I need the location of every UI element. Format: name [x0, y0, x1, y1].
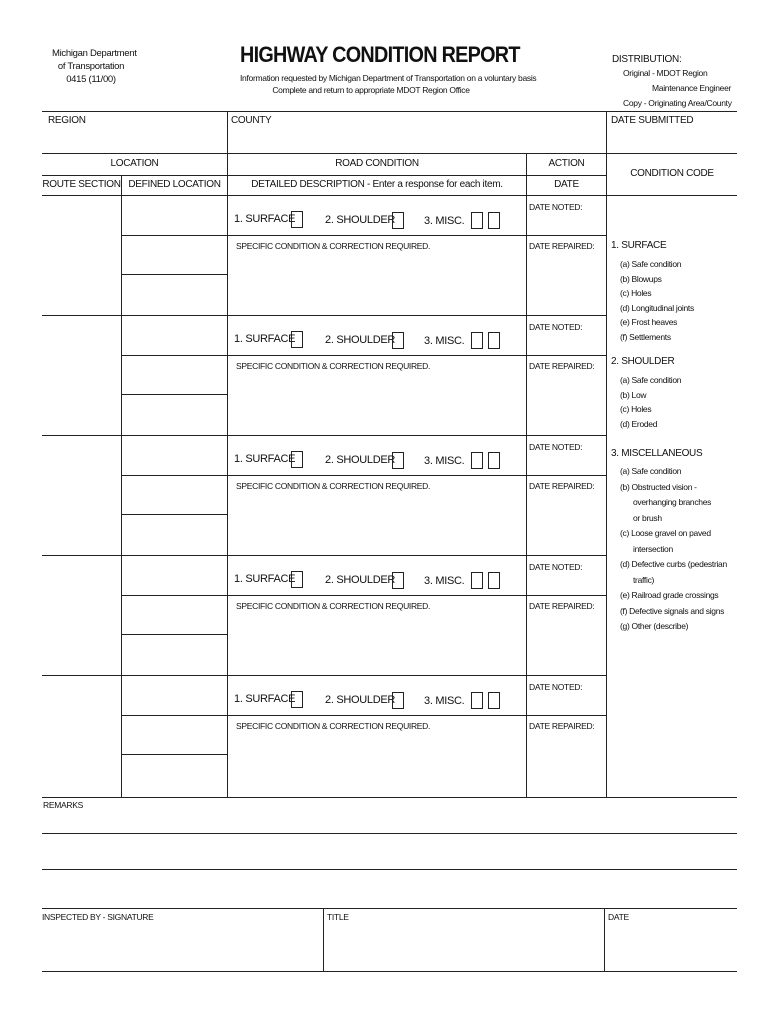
date-repaired-label: DATE REPAIRED:	[529, 601, 595, 611]
location-line	[122, 475, 227, 476]
code-item: traffic)	[633, 574, 655, 585]
date-noted-field[interactable]	[528, 573, 605, 593]
date-noted-field[interactable]	[528, 453, 605, 473]
defined-location-field[interactable]	[123, 756, 226, 793]
code-misc-list	[620, 464, 727, 635]
defined-location-field[interactable]	[123, 717, 226, 753]
location-line	[122, 715, 227, 716]
condition-line	[228, 235, 526, 236]
code-item: (a) Safe condition	[620, 375, 682, 385]
distribution-line-3: Copy - Originating Area/County	[623, 98, 732, 108]
code-item: (c) Loose gravel on paved	[620, 528, 711, 538]
shoulder-checkbox[interactable]	[392, 572, 404, 589]
date-noted-label: DATE NOTED:	[529, 322, 583, 332]
misc-checkbox[interactable]	[488, 332, 500, 349]
route-section-field[interactable]	[43, 317, 120, 433]
rule	[606, 111, 607, 797]
location-line	[122, 595, 227, 596]
shoulder-label: 2. SHOULDER	[325, 454, 396, 466]
misc-label: 3. MISC.	[424, 695, 465, 707]
specific-condition-label: SPECIFIC CONDITION & CORRECTION REQUIRED.	[236, 481, 431, 491]
misc-checkbox[interactable]	[488, 692, 500, 709]
location-line	[122, 355, 227, 356]
defined-location-field[interactable]	[123, 276, 226, 313]
date-label: DATE	[608, 912, 629, 922]
location-header: LOCATION	[110, 158, 159, 169]
condition-line	[228, 475, 526, 476]
date-noted-label: DATE NOTED:	[529, 682, 583, 692]
route-section-field[interactable]	[43, 557, 120, 673]
code-item: (b) Obstructed vision -	[620, 481, 697, 492]
date-noted-label: DATE NOTED:	[529, 202, 583, 212]
code-item: (d) Eroded	[620, 418, 658, 429]
form-number: 0415 (11/00)	[66, 74, 116, 85]
misc-label: 3. MISC.	[424, 335, 465, 347]
specific-condition-field[interactable]	[230, 373, 524, 431]
county-field[interactable]	[231, 128, 605, 152]
title-field[interactable]	[325, 925, 603, 970]
code-item: (d) Defective curbs (pedestrian	[620, 559, 727, 569]
code-item: (f) Defective signals and signs	[620, 605, 725, 616]
condition-line	[228, 715, 526, 716]
surface-checkbox[interactable]	[291, 451, 303, 468]
location-line	[122, 235, 227, 236]
code-surface-list	[620, 257, 694, 344]
rule	[42, 797, 737, 798]
date-repaired-field[interactable]	[528, 733, 605, 791]
rule	[42, 111, 737, 112]
misc-label: 3. MISC.	[424, 575, 465, 587]
detailed-description-header: DETAILED DESCRIPTION - Enter a response for each item.	[251, 179, 503, 190]
specific-condition-field[interactable]	[230, 613, 524, 671]
shoulder-label: 2. SHOULDER	[325, 214, 396, 226]
defined-location-field[interactable]	[123, 237, 226, 273]
date-noted-field[interactable]	[528, 333, 605, 353]
code-item: (c) Holes	[620, 288, 652, 298]
surface-label: 1. SURFACE	[234, 693, 296, 705]
date-submitted-field[interactable]	[611, 128, 736, 152]
location-line	[122, 754, 227, 755]
date-line	[527, 235, 606, 236]
code-item: or brush	[633, 512, 662, 523]
entry-divider	[42, 675, 607, 676]
location-line	[122, 394, 227, 395]
surface-checkbox[interactable]	[291, 331, 303, 348]
location-line	[122, 514, 227, 515]
shoulder-checkbox[interactable]	[392, 332, 404, 349]
rule	[42, 175, 607, 176]
defined-location-field[interactable]	[123, 477, 226, 513]
rule	[121, 175, 122, 797]
date-line	[527, 475, 606, 476]
date-noted-field[interactable]	[528, 693, 605, 713]
condition-line	[228, 355, 526, 356]
date-field[interactable]	[606, 925, 736, 970]
date-repaired-field[interactable]	[528, 493, 605, 551]
misc-checkbox[interactable]	[471, 332, 483, 349]
specific-condition-field[interactable]	[230, 253, 524, 311]
specific-condition-label: SPECIFIC CONDITION & CORRECTION REQUIRED.	[236, 241, 431, 251]
dept-line-2: of Transportation	[57, 61, 125, 72]
specific-condition-label: SPECIFIC CONDITION & CORRECTION REQUIRED.	[236, 361, 431, 371]
defined-location-field[interactable]	[123, 357, 226, 393]
code-item: (c) Holes	[620, 404, 652, 414]
rule	[42, 908, 737, 909]
rule	[323, 908, 324, 972]
location-line	[122, 274, 227, 275]
misc-checkbox[interactable]	[471, 212, 483, 229]
shoulder-label: 2. SHOULDER	[325, 574, 396, 586]
code-item: (a) Safe condition	[620, 466, 682, 476]
specific-condition-field[interactable]	[230, 493, 524, 551]
code-shoulder-title: 2. SHOULDER	[611, 356, 675, 367]
remarks-line	[42, 833, 737, 834]
remarks-label: REMARKS	[43, 800, 83, 810]
date-repaired-label: DATE REPAIRED:	[529, 721, 595, 731]
misc-checkbox[interactable]	[471, 692, 483, 709]
distribution-line-2: Maintenance Engineer	[652, 83, 732, 93]
date-repaired-label: DATE REPAIRED:	[529, 481, 595, 491]
condition-line	[228, 595, 526, 596]
code-item: (b) Blowups	[620, 273, 662, 284]
defined-location-field[interactable]	[123, 197, 226, 234]
shoulder-checkbox[interactable]	[392, 212, 404, 229]
county-label: COUNTY	[231, 115, 272, 126]
date-line	[527, 715, 606, 716]
date-repaired-label: DATE REPAIRED:	[529, 361, 595, 371]
misc-checkbox[interactable]	[488, 572, 500, 589]
shoulder-label: 2. SHOULDER	[325, 694, 396, 706]
defined-location-field[interactable]	[123, 437, 226, 474]
entry-divider	[42, 435, 607, 436]
misc-label: 3. MISC.	[424, 455, 465, 467]
code-item: (e) Frost heaves	[620, 317, 678, 327]
rule	[227, 111, 228, 797]
date-noted-label: DATE NOTED:	[529, 562, 583, 572]
date-noted-field[interactable]	[528, 213, 605, 233]
code-item: (b) Low	[620, 389, 647, 400]
date-noted-label: DATE NOTED:	[529, 442, 583, 452]
defined-location-field[interactable]	[123, 317, 226, 354]
route-section-field[interactable]	[43, 437, 120, 553]
date-submitted-label: DATE SUBMITTED	[611, 115, 694, 126]
surface-checkbox[interactable]	[291, 691, 303, 708]
code-item: (d) Longitudinal joints	[620, 302, 694, 313]
misc-checkbox[interactable]	[488, 452, 500, 469]
surface-label: 1. SURFACE	[234, 213, 296, 225]
rule	[42, 153, 737, 154]
date-repaired-field[interactable]	[528, 253, 605, 311]
surface-checkbox[interactable]	[291, 211, 303, 228]
misc-checkbox[interactable]	[471, 452, 483, 469]
distribution-line-1: Original - MDOT Region	[623, 68, 708, 78]
shoulder-checkbox[interactable]	[392, 692, 404, 709]
action-header: ACTION	[548, 158, 585, 169]
code-shoulder-list	[620, 373, 681, 431]
subtitle-line-1: Information requested by Michigan Department of Transportation on a voluntary basis	[240, 73, 537, 83]
region-label: REGION	[48, 115, 86, 126]
specific-condition-label: SPECIFIC CONDITION & CORRECTION REQUIRED.	[236, 601, 431, 611]
date-header: DATE	[554, 179, 579, 190]
code-item: intersection	[633, 543, 673, 554]
department-name	[52, 47, 137, 86]
rule	[42, 971, 737, 972]
misc-checkbox[interactable]	[488, 212, 500, 229]
code-item: (a) Safe condition	[620, 259, 682, 269]
misc-checkbox[interactable]	[471, 572, 483, 589]
date-line	[527, 595, 606, 596]
title-label: TITLE	[327, 912, 349, 922]
distribution-label: DISTRIBUTION:	[612, 54, 682, 65]
route-section-header: ROUTE SECTION	[42, 179, 121, 190]
date-repaired-field[interactable]	[528, 613, 605, 671]
entry-divider	[42, 315, 607, 316]
defined-location-field[interactable]	[123, 557, 226, 594]
defined-location-field[interactable]	[123, 597, 226, 633]
surface-label: 1. SURFACE	[234, 333, 296, 345]
route-section-field[interactable]	[43, 677, 120, 793]
surface-label: 1. SURFACE	[234, 573, 296, 585]
defined-location-field[interactable]	[123, 677, 226, 714]
specific-condition-label: SPECIFIC CONDITION & CORRECTION REQUIRED.	[236, 721, 431, 731]
date-repaired-field[interactable]	[528, 373, 605, 431]
inspected-by-label: INSPECTED BY - SIGNATURE	[42, 912, 154, 922]
defined-location-field[interactable]	[123, 396, 226, 433]
date-line	[527, 355, 606, 356]
page-title: HIGHWAY CONDITION REPORT	[240, 42, 520, 67]
condition-code-header: CONDITION CODE	[630, 168, 714, 179]
subtitle-line-2: Complete and return to appropriate MDOT Region Office	[272, 85, 470, 95]
code-item: (g) Other (describe)	[620, 621, 689, 631]
code-item: overhanging branches	[633, 497, 712, 507]
remarks-field[interactable]	[42, 810, 737, 900]
location-line	[122, 634, 227, 635]
shoulder-label: 2. SHOULDER	[325, 334, 396, 346]
code-surface-title: 1. SURFACE	[611, 240, 667, 251]
date-repaired-label: DATE REPAIRED:	[529, 241, 595, 251]
defined-location-field[interactable]	[123, 636, 226, 673]
rule	[604, 908, 605, 972]
surface-label: 1. SURFACE	[234, 453, 296, 465]
shoulder-checkbox[interactable]	[392, 452, 404, 469]
dept-line-1: Michigan Department	[52, 48, 137, 59]
defined-location-field[interactable]	[123, 516, 226, 553]
code-item: (e) Railroad grade crossings	[620, 590, 719, 600]
remarks-line	[42, 869, 737, 870]
misc-label: 3. MISC.	[424, 215, 465, 227]
specific-condition-field[interactable]	[230, 733, 524, 791]
surface-checkbox[interactable]	[291, 571, 303, 588]
code-misc-title: 3. MISCELLANEOUS	[611, 448, 703, 459]
route-section-field[interactable]	[43, 197, 120, 313]
rule	[42, 195, 737, 196]
road-condition-header: ROAD CONDITION	[335, 158, 419, 169]
signature-field[interactable]	[42, 925, 322, 970]
defined-location-header: DEFINED LOCATION	[128, 179, 221, 190]
entry-divider	[42, 555, 607, 556]
code-item: (f) Settlements	[620, 331, 671, 342]
region-field[interactable]	[44, 128, 227, 152]
